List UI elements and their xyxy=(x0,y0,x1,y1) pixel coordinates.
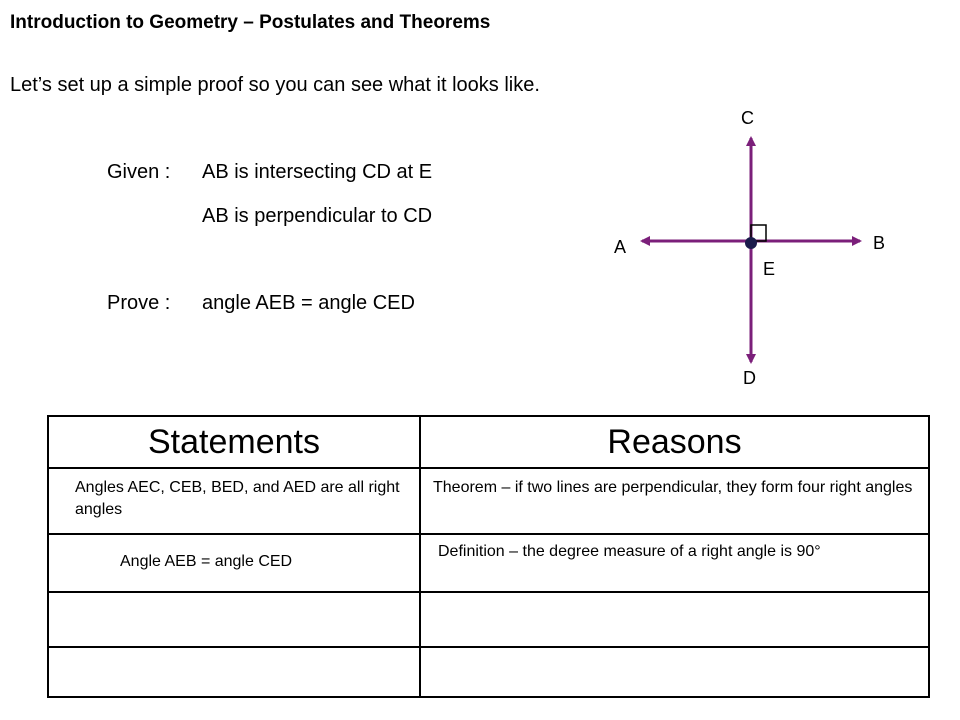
row-divider xyxy=(49,533,928,535)
intersection-point-e xyxy=(745,237,757,249)
reason-cell-2: Definition – the degree measure of a right angle is 90° xyxy=(438,543,821,560)
point-label-b: B xyxy=(873,233,886,253)
page-title: Introduction to Geometry – Postulates and Theorems xyxy=(10,12,491,33)
prove-label: Prove : xyxy=(107,292,171,314)
point-label-d: D xyxy=(743,368,756,388)
perpendicular-lines-diagram xyxy=(600,100,920,400)
proof-table xyxy=(47,415,930,698)
row-divider xyxy=(49,467,928,469)
given-statement-1: AB is intersecting CD at E xyxy=(202,161,433,183)
intro-text: Let’s set up a simple proof so you can see what it looks like. xyxy=(10,74,540,96)
diagram-svg xyxy=(600,100,920,400)
given-statement-2: AB is perpendicular to CD xyxy=(202,205,433,227)
reason-cell-1: Theorem – if two lines are perpendicular, they form four right angles xyxy=(433,479,913,496)
row-divider xyxy=(49,591,928,593)
statement-cell-2: Angle AEB = angle CED xyxy=(120,553,293,570)
point-label-a: A xyxy=(614,237,627,257)
point-label-c: C xyxy=(741,108,754,128)
point-label-e: E xyxy=(763,259,776,279)
statement-cell-1: Angles AEC, CEB, BED, and AED are all right angles xyxy=(75,479,400,518)
statements-header: Statements xyxy=(148,422,320,461)
prove-statement: angle AEB = angle CED xyxy=(202,292,415,314)
reasons-header: Reasons xyxy=(607,422,742,461)
row-divider xyxy=(49,646,928,648)
given-label: Given : xyxy=(107,161,171,183)
